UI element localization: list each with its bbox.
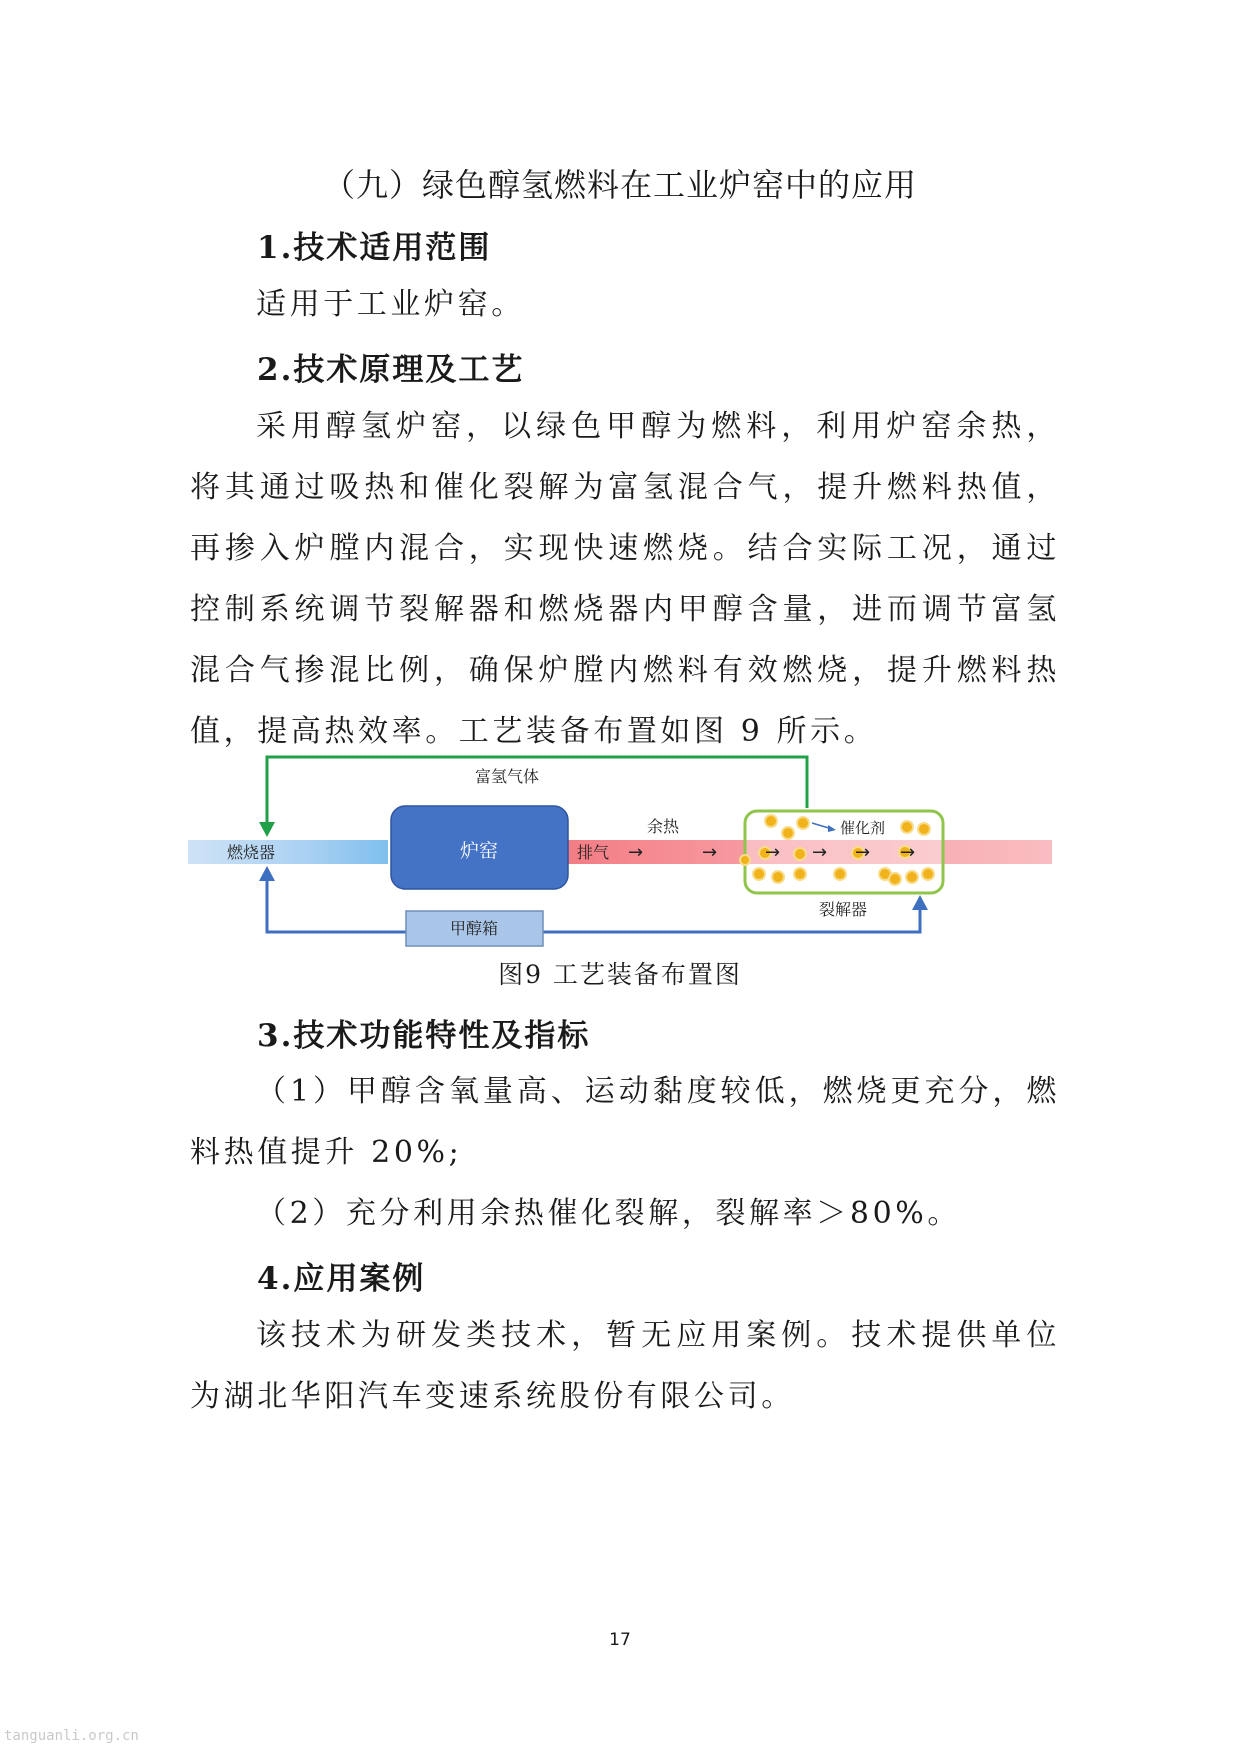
- flow-arrow: →: [812, 842, 828, 863]
- catalyst-dot: [901, 821, 913, 833]
- waste-heat-label: 余热: [646, 817, 680, 836]
- flow-arrow: →: [900, 842, 916, 863]
- exhaust-label: 排气: [577, 843, 610, 862]
- flow-arrow: →: [765, 842, 781, 863]
- catalyst-dot: [765, 815, 777, 827]
- catalyst-dot: [794, 868, 806, 880]
- catalyst-dot: [834, 868, 846, 880]
- catalyst-dot: [772, 871, 784, 883]
- catalyst-dot: [782, 827, 794, 839]
- paragraph-feature-1: （1）甲醇含氧量高、运动黏度较低，燃烧更充分，燃料热值提升 20%;: [190, 1074, 1060, 1170]
- catalyst-dot: [889, 873, 901, 885]
- burner-label: 燃烧器: [227, 843, 276, 862]
- hydrogen-arrowhead: [259, 822, 275, 837]
- catalyst-label: 催化剂: [840, 819, 886, 837]
- catalyst-dot: [740, 855, 750, 865]
- figure-caption: 图9 工艺装备布置图: [498, 960, 742, 989]
- watermark: tanguanli.org.cn: [4, 1728, 139, 1744]
- catalyst-dot: [794, 848, 806, 860]
- flow-arrow: →: [855, 842, 871, 863]
- catalyst-dot: [797, 817, 809, 829]
- paragraph-cases: 该技术为研发类技术，暂无应用案例。技术提供单位为湖北华阳汽车变速系统股份有限公司。: [190, 1318, 1060, 1414]
- methanol-tank-label: 甲醇箱: [449, 919, 499, 938]
- hydrogen-gas-label: 富氢气体: [474, 767, 540, 786]
- burner-band: [188, 840, 388, 864]
- section-heading-cases: 4.应用案例: [257, 1261, 426, 1297]
- kiln-label: 炉窑: [459, 840, 499, 862]
- catalyst-dot: [753, 868, 765, 880]
- catalyst-dot: [906, 871, 918, 883]
- page-number: 17: [609, 1630, 631, 1650]
- catalyst-dot: [918, 823, 930, 835]
- flow-arrow: →: [628, 842, 644, 863]
- paragraph-scope: 适用于工业炉窑。: [256, 287, 525, 322]
- paragraph-feature-2: （2）充分利用余热催化裂解，裂解率＞80%。: [256, 1196, 961, 1231]
- section-heading-features: 3.技术功能特性及指标: [257, 1018, 591, 1054]
- section-heading-principle: 2.技术原理及工艺: [257, 352, 525, 388]
- page-title: （九）绿色醇氢燃料在工业炉窑中的应用: [322, 166, 917, 204]
- paragraph-principle: 采用醇氢炉窑，以绿色甲醇为燃料，利用炉窑余热，将其通过吸热和催化裂解为富氢混合气，提升燃料热值，再掺入炉膛内混合，实现快速燃烧。结合实际工况，通过控制系统调节裂解器和燃烧器内甲醇含量，进而调节富氢混合气掺混比例，确保炉膛内燃料有效燃烧，提升燃料热值，提高热效率。工艺装备布置如图 9 所示。: [190, 409, 1060, 749]
- process-diagram: [185, 745, 1055, 950]
- section-heading-scope: 1.技术适用范围: [257, 230, 492, 266]
- catalyst-dot: [922, 868, 934, 880]
- cracker-label: 裂解器: [818, 900, 868, 919]
- burner-supply-arrowhead: [259, 866, 275, 881]
- flow-arrow: →: [702, 842, 718, 863]
- cracker-supply-arrowhead: [912, 895, 928, 910]
